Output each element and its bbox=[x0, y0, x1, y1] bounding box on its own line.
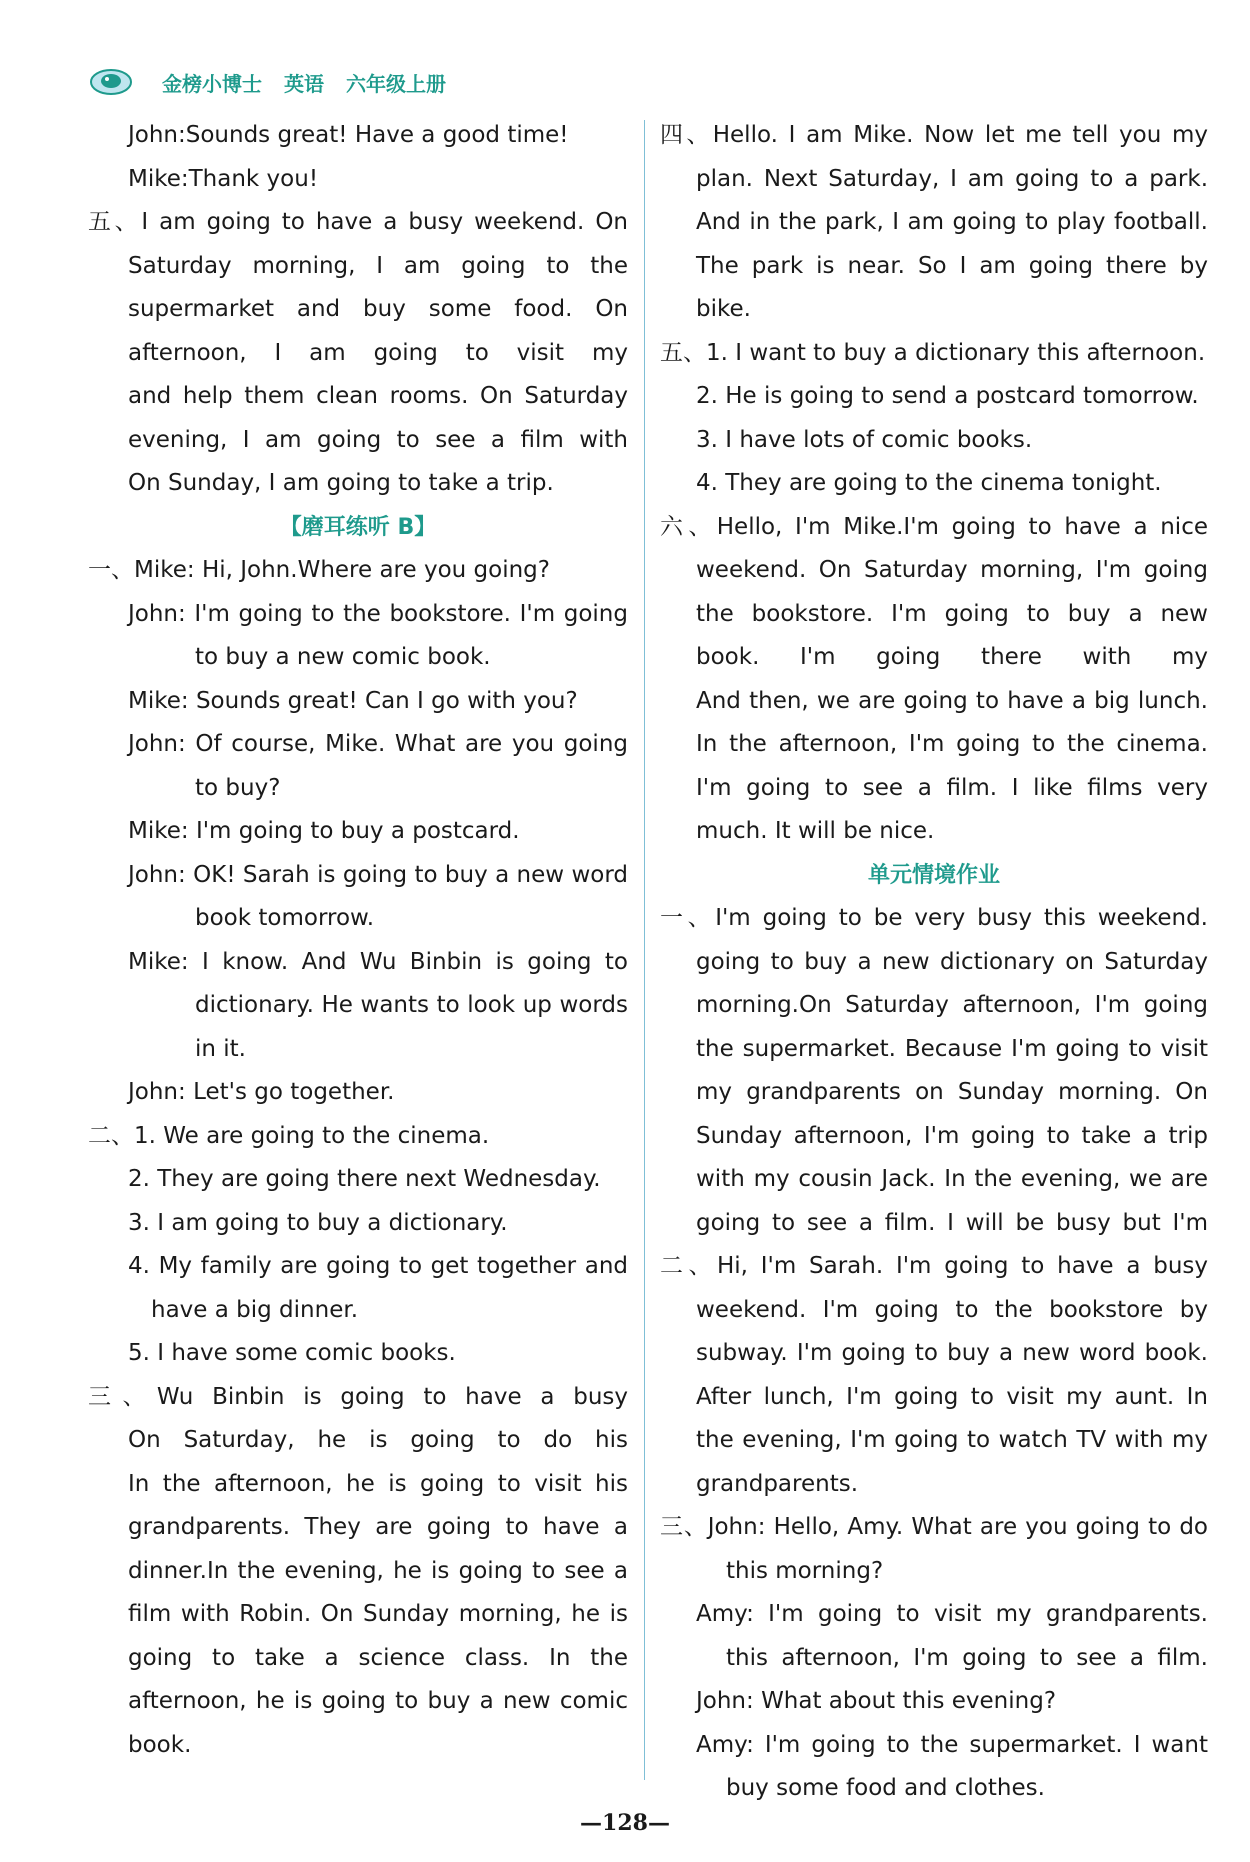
text-line: 一、Mike: Hi, John.Where are you going? bbox=[88, 557, 550, 583]
text-line: this morning? bbox=[726, 1557, 884, 1584]
text-line: going to buy a new dictionary on Saturday bbox=[696, 948, 1208, 975]
text-line: have a big dinner. bbox=[151, 1296, 358, 1323]
section-heading: 单元情境作业 bbox=[867, 862, 1000, 888]
text-line: to buy? bbox=[195, 774, 281, 801]
text-line: John:Sounds great! Have a good time! bbox=[128, 122, 569, 148]
text-line: 二、Hi, I'm Sarah. I'm going to have a busy bbox=[660, 1253, 1208, 1279]
text-line: book tomorrow. bbox=[195, 905, 375, 931]
text-line: the supermarket. Because I'm going to visit bbox=[696, 1035, 1208, 1062]
text-line: And in the park, I am going to play football. bbox=[696, 209, 1208, 235]
text-line: 五、1. I want to buy a dictionary this afternoon. bbox=[660, 339, 1206, 366]
text-line: afternoon, I am going to visit my bbox=[128, 339, 628, 366]
text-line: morning.On Saturday afternoon, I'm going bbox=[696, 992, 1208, 1018]
text-line: Mike: Sounds great! Can I go with you? bbox=[128, 687, 578, 714]
text-line: weekend. On Saturday morning, I'm going bbox=[696, 557, 1208, 583]
text-line: film with Robin. On Sunday morning, he is bbox=[128, 1601, 628, 1627]
text-line: John: Of course, Mike. What are you going bbox=[128, 731, 628, 757]
text-line: 2. They are going there next Wednesday. bbox=[128, 1166, 601, 1192]
text-line: my grandparents on Sunday morning. On bbox=[696, 1079, 1208, 1105]
text-line: going to take a science class. In the bbox=[128, 1644, 628, 1671]
text-line: John: I'm going to the bookstore. I'm going bbox=[128, 600, 628, 627]
text-line: Mike: I'm going to buy a postcard. bbox=[128, 818, 520, 844]
text-line: the evening, I'm going to watch TV with my bbox=[696, 1427, 1208, 1453]
text-line: Mike: I know. And Wu Binbin is going to bbox=[128, 948, 628, 975]
text-line: John: OK! Sarah is going to buy a new word bbox=[128, 861, 628, 888]
column-divider bbox=[644, 120, 645, 1780]
text-line: On Sunday, I am going to take a trip. bbox=[128, 470, 554, 496]
right-column bbox=[660, 114, 1208, 1811]
book-logo-icon bbox=[88, 65, 134, 99]
text-line: dinner.In the evening, he is going to see a bbox=[128, 1557, 628, 1584]
text-line: Saturday morning, I am going to the bbox=[128, 252, 628, 279]
text-line: bike. bbox=[696, 296, 751, 322]
text-line: 六、Hello, I'm Mike.I'm going to have a nice bbox=[660, 513, 1208, 540]
header-subject: 英语 bbox=[284, 71, 324, 96]
page-header bbox=[88, 62, 468, 102]
text-line: 5. I have some comic books. bbox=[128, 1340, 456, 1366]
text-line: 二、1. We are going to the cinema. bbox=[88, 1122, 490, 1149]
left-column bbox=[88, 114, 628, 1767]
text-line: grandparents. They are going to have a bbox=[128, 1514, 628, 1540]
text-line: with my cousin Jack. In the evening, we are bbox=[696, 1166, 1208, 1192]
text-line: 五、I am going to have a busy weekend. On bbox=[88, 209, 628, 235]
text-line: supermarket and buy some food. On bbox=[128, 296, 628, 322]
text-line: evening, I am going to see a film with bbox=[128, 426, 628, 453]
text-line: afternoon, he is going to buy a new comic bbox=[128, 1688, 628, 1714]
text-line: much. It will be nice. bbox=[696, 818, 935, 844]
text-line: to buy a new comic book. bbox=[195, 644, 491, 670]
text-line: book. bbox=[128, 1731, 192, 1758]
text-line: 一、I'm going to be very busy this weekend. bbox=[660, 905, 1208, 931]
text-line: And then, we are going to have a big lunch. bbox=[696, 687, 1208, 714]
text-line: in it. bbox=[195, 1035, 246, 1062]
page-number: —128— bbox=[580, 1810, 670, 1836]
text-line: 三、Wu Binbin is going to have a busy bbox=[88, 1383, 628, 1410]
text-line: grandparents. bbox=[696, 1470, 859, 1497]
text-line: Mike:Thank you! bbox=[128, 165, 319, 192]
text-line: In the afternoon, I'm going to the cinema. bbox=[696, 731, 1208, 757]
text-line: plan. Next Saturday, I am going to a park. bbox=[696, 165, 1208, 192]
text-line: subway. I'm going to buy a new word book. bbox=[696, 1340, 1208, 1366]
text-line: and help them clean rooms. On Saturday bbox=[128, 383, 628, 409]
text-line: After lunch, I'm going to visit my aunt. In bbox=[696, 1383, 1208, 1410]
text-line: the bookstore. I'm going to buy a new bbox=[696, 600, 1208, 627]
section-heading: 【磨耳练听 B】 bbox=[279, 514, 437, 540]
text-line: Amy: I'm going to the supermarket. I want bbox=[696, 1731, 1208, 1758]
header-series: 金榜小博士 bbox=[162, 71, 262, 96]
text-line: Amy: I'm going to visit my grandparents. bbox=[696, 1601, 1208, 1627]
text-line: 4. They are going to the cinema tonight. bbox=[696, 470, 1162, 496]
text-line: John: Let's go together. bbox=[128, 1079, 395, 1105]
text-line: 4. My family are going to get together and bbox=[128, 1253, 628, 1279]
text-line: Sunday afternoon, I'm going to take a trip bbox=[696, 1122, 1208, 1149]
text-line: dictionary. He wants to look up words bbox=[195, 992, 628, 1018]
text-line: 2. He is going to send a postcard tomorrow. bbox=[696, 383, 1199, 409]
text-line: going to see a film. I will be busy but I'm bbox=[696, 1209, 1208, 1236]
text-line: weekend. I'm going to the bookstore by bbox=[696, 1296, 1208, 1323]
text-line: book. I'm going there with my bbox=[696, 644, 1208, 670]
header-grade: 六年级上册 bbox=[346, 71, 446, 96]
text-line: I'm going to see a film. I like films very bbox=[696, 774, 1208, 801]
text-line: In the afternoon, he is going to visit his bbox=[128, 1470, 628, 1497]
text-line: this afternoon, I'm going to see a film. bbox=[726, 1644, 1208, 1671]
text-line: 四、Hello. I am Mike. Now let me tell you my bbox=[660, 122, 1208, 148]
text-line: buy some food and clothes. bbox=[726, 1775, 1045, 1801]
text-line: 3. I have lots of comic books. bbox=[696, 426, 1033, 453]
text-line: On Saturday, he is going to do his bbox=[128, 1427, 628, 1453]
text-line: John: What about this evening? bbox=[696, 1688, 1057, 1714]
text-line: 三、John: Hello, Amy. What are you going to do bbox=[660, 1514, 1208, 1540]
text-line: 3. I am going to buy a dictionary. bbox=[128, 1209, 508, 1236]
text-line: The park is near. So I am going there by bbox=[696, 252, 1208, 279]
